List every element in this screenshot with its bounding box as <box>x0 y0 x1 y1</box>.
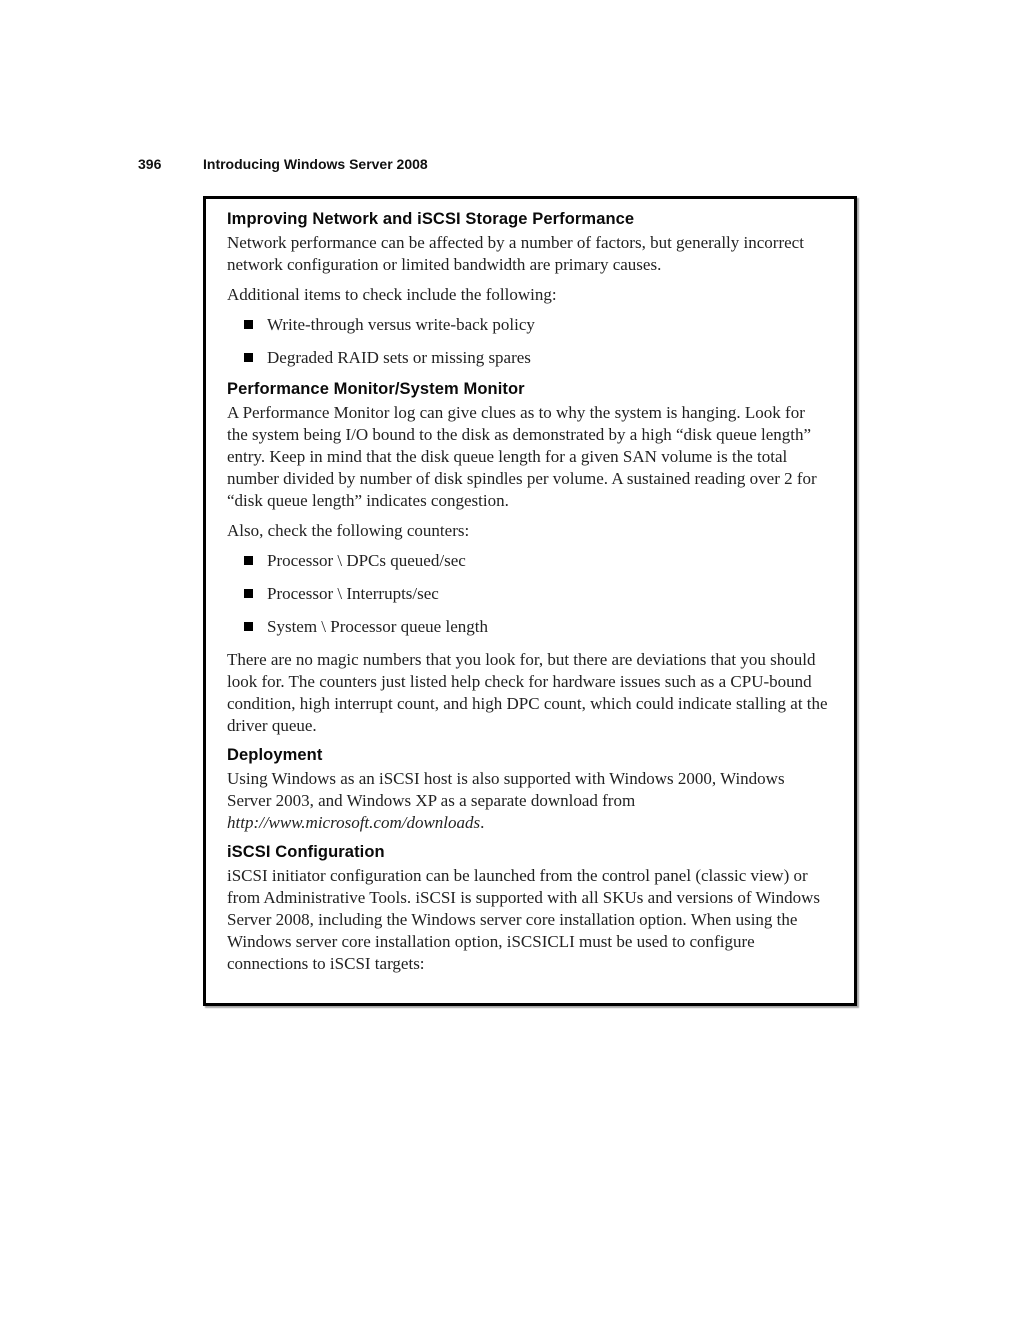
checklist-items <box>227 314 828 369</box>
list-item <box>227 347 828 369</box>
paragraph-iscsi-configuration: iSCSI initiator configuration can be launched from the control panel (classic view) or from Administrative Tools. iSCSI is supported with all SKUs and versions of Windows Server 2008, including the Windows server core installation option. When using the Windows server core installation option, iSCSICLI must be used to configure connections to iSCSI targets: <box>227 866 820 973</box>
section-heading-performance-monitor: Performance Monitor/System Monitor <box>227 380 525 398</box>
deployment-text: Using Windows as an iSCSI host is also supported with Windows 2000, Windows Server 2003, and Windows XP as a separate download from <box>227 769 785 810</box>
square-bullet-icon <box>244 622 253 631</box>
paragraph-also-check-counters: Also, check the following counters: <box>227 521 470 540</box>
square-bullet-icon <box>244 320 253 329</box>
square-bullet-icon <box>244 589 253 598</box>
page-number: 396 <box>138 156 162 172</box>
section-heading-deployment: Deployment <box>227 746 323 764</box>
square-bullet-icon <box>244 353 253 362</box>
list-item <box>227 583 828 605</box>
paragraph-additional-items: Additional items to check include the following: <box>227 285 557 304</box>
counter-list <box>227 550 828 638</box>
microsoft-download-url: http://www.microsoft.com/downloads <box>227 813 481 832</box>
bullet-text: Processor \ DPCs queued/sec <box>267 551 466 570</box>
bullet-text: Processor \ Interrupts/sec <box>267 584 439 603</box>
section-heading-improving-network: Improving Network and iSCSI Storage Performance <box>227 210 635 228</box>
bullet-text: Write-through versus write-back policy <box>267 315 535 334</box>
paragraph-performance-monitor-log: A Performance Monitor log can give clues as to why the system is hanging. Look for the system being I/O bound to the disk as demonstrated by a high “disk queue length” entry. Keep in mind that the disk queue length for a given SAN volume is the total number divided by number of disk spindles per volume. A sustained reading over 2 for “disk queue length” indicates congestion. <box>227 403 817 510</box>
square-bullet-icon <box>244 556 253 565</box>
section-heading-iscsi-configuration: iSCSI Configuration <box>227 843 385 861</box>
bullet-text: System \ Processor queue length <box>267 617 488 636</box>
bullet-text: Degraded RAID sets or missing spares <box>267 348 531 367</box>
paragraph-deployment <box>227 768 828 834</box>
paragraph-no-magic-numbers: There are no magic numbers that you look for, but there are deviations that you should look for. The counters just listed help check for hardware issues such as a CPU-bound condition, high interrupt count, and high DPC count, which could indicate stalling at the driver queue. <box>227 650 828 735</box>
list-item <box>227 616 828 638</box>
deployment-text-end: . <box>480 813 485 832</box>
chapter-title: Introducing Windows Server 2008 <box>203 156 428 172</box>
paragraph-network-performance: Network performance can be affected by a number of factors, but generally incorrect network configuration or limited bandwidth are primary causes. <box>227 233 804 274</box>
sidebar-box <box>203 196 857 1006</box>
list-item <box>227 550 828 572</box>
list-item <box>227 314 828 336</box>
running-head <box>0 156 1024 176</box>
